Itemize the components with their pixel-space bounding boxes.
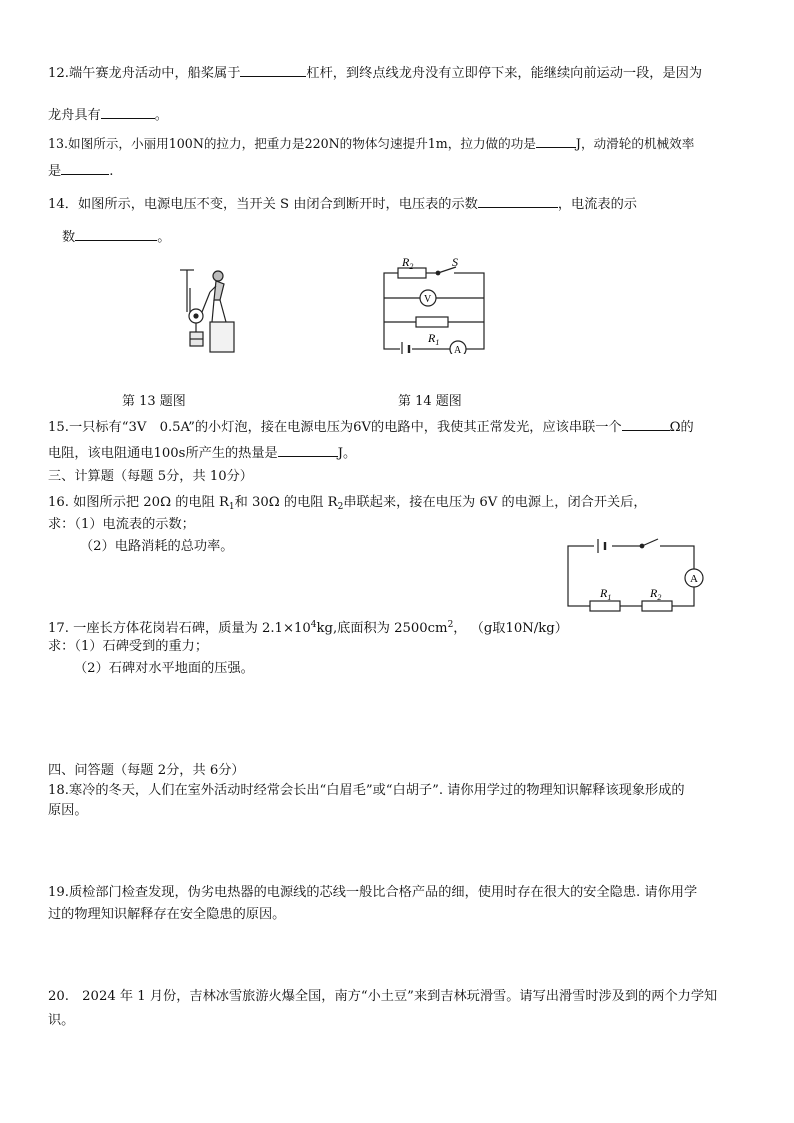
q17-text-a: 17. 一座长方体花岗岩石碑，质量为 2.1×10 — [48, 621, 311, 636]
figure-14-circuit — [376, 254, 492, 354]
q14-text-d: 。 — [157, 230, 171, 245]
section-4-heading: 四、问答题（每题 2分，共 6分） — [48, 763, 245, 778]
svg-text:R2 — [401, 255, 413, 271]
q16-r1-sub: 1 — [228, 502, 235, 512]
fig14-r2-sub: 2 — [409, 262, 414, 271]
q19-line2: 过的物理知识解释存在安全隐患的原因。 — [48, 907, 286, 922]
q20-line2: 识。 — [48, 1013, 75, 1028]
q14-line2 — [62, 226, 170, 247]
fig14-r1-label: R — [428, 331, 436, 345]
q12-line2 — [48, 104, 168, 125]
figure-14-caption: 第 14 题图 — [398, 394, 462, 409]
figure-16-circuit — [560, 534, 710, 616]
q16-text-c: 串联起来，接在电压为 6V 的电源上，闭合开关后， — [343, 495, 647, 510]
svg-text:R1 — [599, 586, 611, 602]
q16-line1 — [48, 494, 647, 516]
q20-line1: 20. 2024 年 1 月份，吉林冰雪旅游火爆全国，南方“小土豆”来到吉林玩滑雪。请写出滑雪时涉及到的两个力学知 — [48, 989, 718, 1004]
q14-text-a: 14．如图所示，电源电压不变，当开关 S 由闭合到断开时，电压表的示数 — [48, 197, 478, 212]
fig14-ammeter-label: A — [454, 345, 462, 354]
q14-blank-1[interactable] — [478, 193, 558, 208]
fig14-voltmeter-label: V — [424, 294, 432, 305]
q13-text-d: . — [109, 164, 114, 179]
q17-area-exp: 2 — [447, 620, 454, 630]
q16-ask: 求：（1）电流表的示数； — [48, 517, 195, 532]
fig16-ammeter-label: A — [690, 573, 698, 585]
fig16-r2-label: R — [650, 586, 658, 600]
q13-line2 — [48, 160, 113, 181]
q16-text-b: 和 30Ω 的电阻 R — [234, 495, 338, 510]
q12-line1 — [48, 62, 702, 83]
q15-blank-1[interactable] — [622, 416, 670, 431]
q13-text-c: 是 — [48, 164, 62, 179]
q15-text-c: 电阻，该电阻通电100s所产生的热量是 — [48, 446, 278, 461]
q17-exp: 4 — [310, 620, 317, 630]
q12-text-a: 12.端午赛龙舟活动中，船桨属于 — [48, 66, 241, 81]
q12-blank-2[interactable] — [101, 104, 155, 119]
q17-line1 — [48, 616, 568, 638]
q14-blank-2[interactable] — [75, 226, 157, 241]
q15-line2 — [48, 442, 356, 463]
q14-line1 — [48, 193, 637, 214]
q12-text-d: 。 — [154, 108, 168, 123]
figure-13-pulley — [176, 262, 246, 354]
q18-line2: 原因。 — [48, 803, 88, 818]
q12-text-c: 龙舟具有 — [48, 108, 101, 123]
q12-blank-1[interactable] — [240, 62, 306, 77]
fig16-r2-sub: 2 — [657, 593, 662, 602]
q13-text-b: J，动滑轮的机械效率 — [575, 136, 695, 151]
q17-text-b: kg,底面积为 2500cm — [316, 621, 448, 636]
figure-13-caption: 第 13 题图 — [122, 394, 186, 409]
q13-line1 — [48, 133, 694, 153]
q16-r2-sub: 2 — [337, 502, 344, 512]
q18-line1: 18.寒冷的冬天，人们在室外活动时经常会长出“白眉毛”或“白胡子”. 请你用学过的物理知识解释该现象形成的 — [48, 783, 685, 798]
q15-line1 — [48, 416, 694, 437]
fig16-r1-sub: 1 — [607, 593, 612, 602]
q17-ask: 求：（1）石碑受到的重力； — [48, 639, 209, 654]
q14-text-c: 数 — [62, 230, 76, 245]
fig16-r1-label: R — [600, 586, 608, 600]
q15-text-d: J。 — [337, 446, 357, 461]
q17-text-c: ， （g取10N/kg） — [453, 621, 568, 636]
q15-blank-2[interactable] — [278, 442, 338, 457]
svg-text:R2 — [649, 586, 661, 602]
fig14-r2-label: R — [402, 255, 410, 269]
fig14-r1-sub: 1 — [435, 338, 440, 347]
q13-blank-1[interactable] — [536, 133, 576, 148]
q13-blank-2[interactable] — [61, 160, 109, 175]
q14-text-b: ，电流表的示 — [557, 197, 637, 212]
q19-line1: 19.质检部门检查发现，伪劣电热器的电源线的芯线一般比合格产品的细，使用时存在很大的安全隐患. 请你用学 — [48, 885, 698, 900]
q15-text-a: 15.一只标有“3V 0.5A”的小灯泡，接在电源电压为6V的电路中，我使其正常发光，应该串联一个 — [48, 420, 622, 435]
q15-text-b: Ω的 — [669, 420, 694, 435]
q16-text-a: 16. 如图所示把 20Ω 的电阻 R — [48, 495, 229, 510]
svg-text:R1 — [427, 331, 439, 347]
q16-part2: （2）电路消耗的总功率。 — [80, 539, 234, 554]
section-3-heading: 三、计算题（每题 5分，共 10分） — [48, 469, 253, 484]
q12-text-b: 杠杆，到终点线龙舟没有立即停下来，能继续向前运动一段，是因为 — [306, 66, 703, 81]
q17-part2: （2）石碑对水平地面的压强。 — [74, 661, 254, 676]
q13-text-a: 13.如图所示，小丽用100N的拉力，把重力是220N的物体匀速提升1m，拉力做的功是 — [48, 136, 536, 151]
fig14-s-label: S — [452, 255, 458, 269]
